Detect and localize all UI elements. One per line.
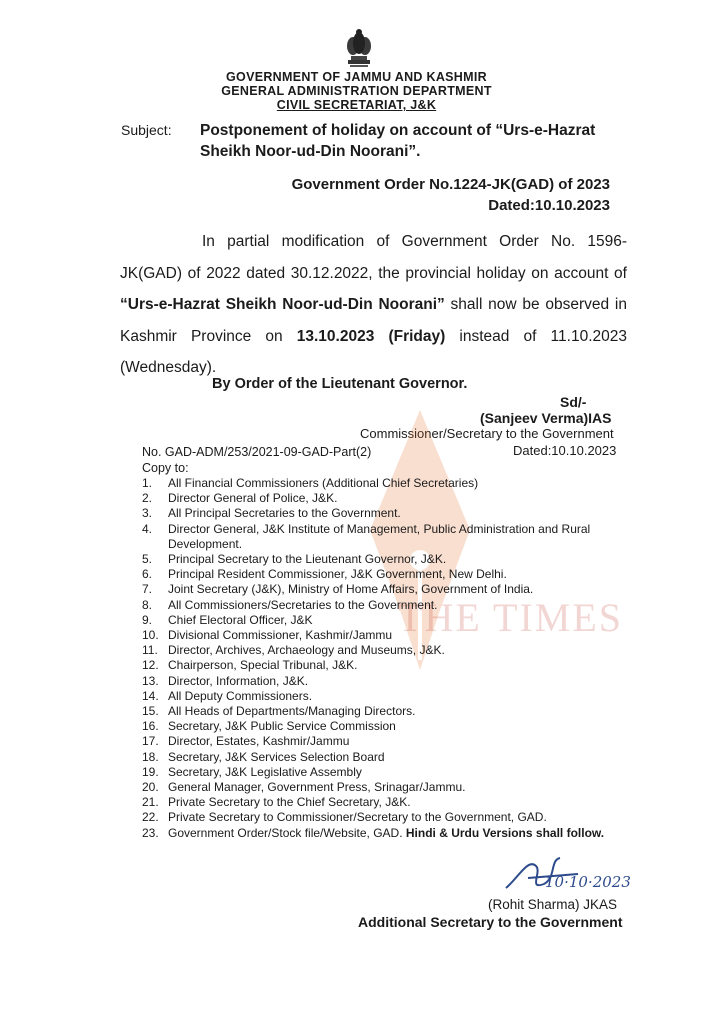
footer-signatory-name: (Rohit Sharma) JKAS <box>488 897 618 912</box>
list-item <box>142 506 622 521</box>
list-item <box>142 826 622 841</box>
list-item-text: Director, Archives, Archaeology and Museums, J&K. <box>168 643 445 658</box>
list-item-text: Director General, J&K Institute of Management, Public Administration and Rural Development. <box>168 521 591 551</box>
list-item-number: 5. <box>142 552 153 567</box>
list-item-number: 16. <box>142 719 159 734</box>
body-text-1: In partial modification of Government Order No. 1596-JK(GAD) of 2022 dated 30.12.2022, the provincial holiday on account of <box>120 233 627 282</box>
list-item-text: Private Secretary to Commissioner/Secretary to the Government, GAD. <box>168 810 547 825</box>
list-item <box>142 567 622 582</box>
list-item-number: 8. <box>142 597 153 612</box>
list-item-text: Secretary, J&K Services Selection Board <box>168 749 385 764</box>
list-item-number: 11. <box>142 643 158 658</box>
list-item-number: 22. <box>142 810 159 825</box>
handwritten-date: 10·10·2023 <box>545 873 631 891</box>
list-item-number: 18. <box>142 749 159 764</box>
list-item-number: 21. <box>142 795 159 810</box>
list-item-text: Joint Secretary (J&K), Ministry of Home Affairs, Government of India. <box>168 582 534 597</box>
list-item <box>142 613 622 628</box>
by-order-line: By Order of the Lieutenant Governor. <box>212 376 468 392</box>
list-item-text: Government Order/Stock file/Website, GAD. Hindi & Urdu Versions shall follow. <box>168 825 605 840</box>
list-item-text: Director, Information, J&K. <box>168 673 309 688</box>
list-item-text: All Commissioners/Secretaries to the Government. <box>168 597 438 612</box>
body-bold-holiday: “Urs-e-Hazrat Sheikh Noor-ud-Din Noorani” <box>120 296 445 313</box>
list-item <box>142 491 622 506</box>
reference-number: No. GAD-ADM/253/2021-09-GAD-Part(2) <box>142 445 372 459</box>
copy-list <box>142 476 622 841</box>
list-item-text: All Heads of Departments/Managing Directors. <box>168 704 416 719</box>
list-item <box>142 689 622 704</box>
list-item-text: General Manager, Government Press, Srinagar/Jammu. <box>168 780 466 795</box>
list-item <box>142 734 622 749</box>
list-item-text: Private Secretary to the Chief Secretary, J&K. <box>168 795 411 810</box>
signatory-name: (Sanjeev Verma)IAS <box>480 410 612 426</box>
list-item-number: 12. <box>142 658 159 673</box>
list-item-number: 7. <box>142 582 153 597</box>
list-item-text: Principal Secretary to the Lieutenant Governor, J&K. <box>168 552 447 567</box>
subject-label: Subject: <box>121 122 172 138</box>
header-department: GENERAL ADMINISTRATION DEPARTMENT <box>221 84 492 98</box>
body-text-2: shall now be observed in Kashmir Province on <box>120 296 627 345</box>
list-item-number: 2. <box>142 491 153 506</box>
list-item <box>142 810 622 825</box>
signed-mark: Sd/- <box>560 394 587 410</box>
list-item-text: Divisional Commissioner, Kashmir/Jammu <box>168 628 393 643</box>
list-item <box>142 674 622 689</box>
list-item-number: 20. <box>142 780 159 795</box>
list-item-number: 13. <box>142 673 159 688</box>
subject-text: Postponement of holiday on account of “Urs-e-Hazrat Sheikh Noor-ud-Din Noorani”. <box>200 122 596 160</box>
list-item <box>142 780 622 795</box>
list-item-text: Chairperson, Special Tribunal, J&K. <box>168 658 358 673</box>
order-number: Government Order No.1224-JK(GAD) of 2023 <box>291 176 610 193</box>
list-item-text: Secretary, J&K Public Service Commission <box>168 719 396 734</box>
reference-date: Dated:10.10.2023 <box>513 443 617 458</box>
list-item <box>142 552 622 567</box>
list-item-text: Director, Estates, Kashmir/Jammu <box>168 734 350 749</box>
list-item-bold-note: Hindi & Urdu Versions shall follow. <box>405 825 605 840</box>
list-item-number: 17. <box>142 734 159 749</box>
header-government: GOVERNMENT OF JAMMU AND KASHMIR <box>226 70 487 84</box>
list-item <box>142 522 622 552</box>
body-text-3: instead of 11.10.2023 (Wednesday). <box>120 327 627 376</box>
list-item-number: 1. <box>142 476 153 490</box>
list-item <box>142 795 622 810</box>
list-item <box>142 582 622 597</box>
order-heading <box>260 174 610 216</box>
footer-signatory-designation: Additional Secretary to the Government <box>358 914 623 930</box>
signatory-designation: Commissioner/Secretary to the Government <box>360 426 614 441</box>
list-item <box>142 658 622 673</box>
copy-to-label: Copy to: <box>142 461 189 475</box>
list-item-text: All Principal Secretaries to the Government. <box>168 506 401 521</box>
list-item-text: All Deputy Commissioners. <box>168 688 313 703</box>
list-item-number: 9. <box>142 612 153 627</box>
list-item-text: Principal Resident Commissioner, J&K Government, New Delhi. <box>168 567 507 582</box>
list-item <box>142 476 622 491</box>
list-item <box>142 643 622 658</box>
header-secretariat: CIVIL SECRETARIAT, J&K <box>276 98 437 112</box>
body-bold-date: 13.10.2023 (Friday) <box>296 327 446 345</box>
list-item-text: Chief Electoral Officer, J&K <box>168 612 313 627</box>
list-item <box>142 719 622 734</box>
list-item-number: 6. <box>142 567 153 582</box>
list-item-number: 19. <box>142 764 159 779</box>
list-item-number: 15. <box>142 704 159 719</box>
list-item-number: 23. <box>142 825 159 840</box>
list-item-text: Secretary, J&K Legislative Assembly <box>168 764 362 779</box>
order-body <box>120 226 627 384</box>
order-date: Dated:10.10.2023 <box>488 197 610 214</box>
list-item-number: 10. <box>142 628 159 643</box>
list-item <box>142 598 622 613</box>
list-item <box>142 628 622 643</box>
list-item-number: 14. <box>142 688 159 703</box>
watermark-text: THE TIMES <box>398 595 624 640</box>
list-item-number: 4. <box>142 521 153 536</box>
state-emblem-icon <box>342 26 376 68</box>
list-item <box>142 704 622 719</box>
list-item-text: All Financial Commissioners (Additional Chief Secretaries) <box>168 476 479 490</box>
list-item-text: Director General of Police, J&K. <box>168 491 338 506</box>
list-item <box>142 750 622 765</box>
list-item <box>142 765 622 780</box>
list-item-number: 3. <box>142 506 153 521</box>
